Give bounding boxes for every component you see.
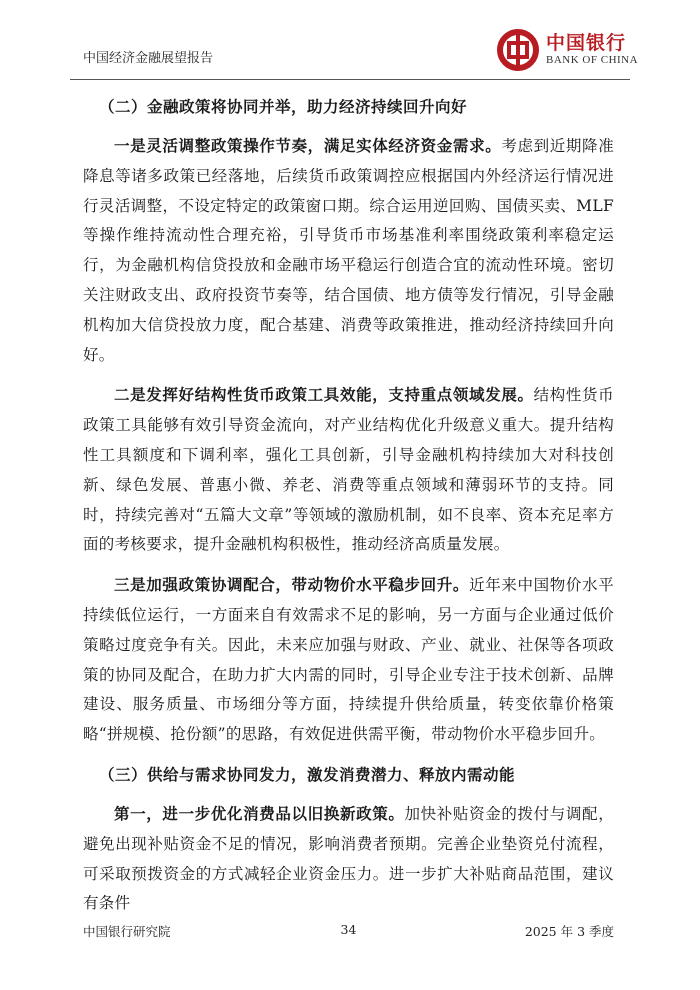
paragraph [83, 570, 614, 750]
paragraph-body: 结构性货币政策工具能够有效引导资金流向，对产业结构优化升级意义重大。提升结构性工具额度和下调利率，强化工具创新，引导金融机构持续加大对科技创新、绿色发展、普惠小微、养老、消费等重点领域和薄弱环节的支持。同时，持续完善对“五篇大文章”等领域的激励机制，如不良率、资本充足率方面的考核要求，提升金融机构积极性，推动经济高质量发展。 [83, 386, 614, 554]
paragraph [83, 131, 614, 370]
paragraph-lead: 三是加强政策协调配合，带动物价水平稳步回升。 [114, 575, 470, 595]
section-heading: （二）金融政策将协同并举，助力经济持续回升向好 [99, 97, 468, 116]
paragraph-lead: 第一，进一步优化消费品以旧换新政策。 [114, 803, 405, 823]
paragraph-lead: 一是灵活调整政策操作节奏，满足实体经济资金需求。 [114, 136, 502, 155]
paragraph-body: 加快补贴资金的拨付与调配，避免出现补贴资金不足的情况，影响消费者预期。完善企业垫资兑付流程，可采取预拨资金的方式减轻企业资金压力。进一步扩大补贴商品范围，建议有条件 [83, 804, 614, 913]
header-divider [70, 79, 630, 80]
page-number: 34 [340, 922, 357, 937]
paragraph-body: 考虑到近期降准降息等诸多政策已经落地，后续货币政策调控应根据国内外经济运行情况进行灵活调整，不设定特定的政策窗口期。综合运用逆回购、国债买卖、MLF 等操作维持流动性合理充裕，引导货币市场基准利率围绕政策利率稳定运行，为金融机构信贷投放和金融市场平稳运行创造合宜的流动性环境。密切关注财政支出、政府投资节奏等，结合国债、地方债等发行情况，引导金融机构加大信贷投放力度，配合基建、消费等政策推进，推动经济持续回升向好。 [83, 137, 614, 364]
paragraph-lead: 二是发挥好结构性货币政策工具效能，支持重点领域发展。 [114, 385, 534, 405]
bank-logo [496, 26, 639, 74]
logo-chinese-name: 中国银行 [546, 32, 627, 54]
report-title: 中国经济金融展望报告 [83, 51, 214, 66]
logo-english-name: BANK OF CHINA [546, 54, 639, 66]
section-heading: （三）供给与需求协同发力，激发消费潜力、释放内需动能 [99, 764, 516, 784]
paragraph [83, 380, 614, 560]
bank-of-china-logo-icon [496, 28, 540, 72]
paragraph [83, 799, 614, 919]
page-header [83, 20, 639, 80]
report-body [83, 92, 614, 919]
footer-quarter: 2025 年 3 季度 [524, 924, 614, 939]
paragraph-body: 近年来中国物价水平持续低位运行，一方面来自有效需求不足的影响，另一方面与企业通过低价策略过度竞争有关。因此，未来应加强与财政、产业、就业、社保等各项政策的协同及配合，在助力扩大内需的同时，引导企业专注于技术创新、品牌建设、服务质量、市场细分等方面，持续提升供给质量，转变依靠价格策略“拼规模、抢份额”的思路，有效促进供需平衡，带动物价水平稳步回升。 [83, 576, 614, 744]
footer-institute: 中国银行研究院 [83, 924, 171, 939]
